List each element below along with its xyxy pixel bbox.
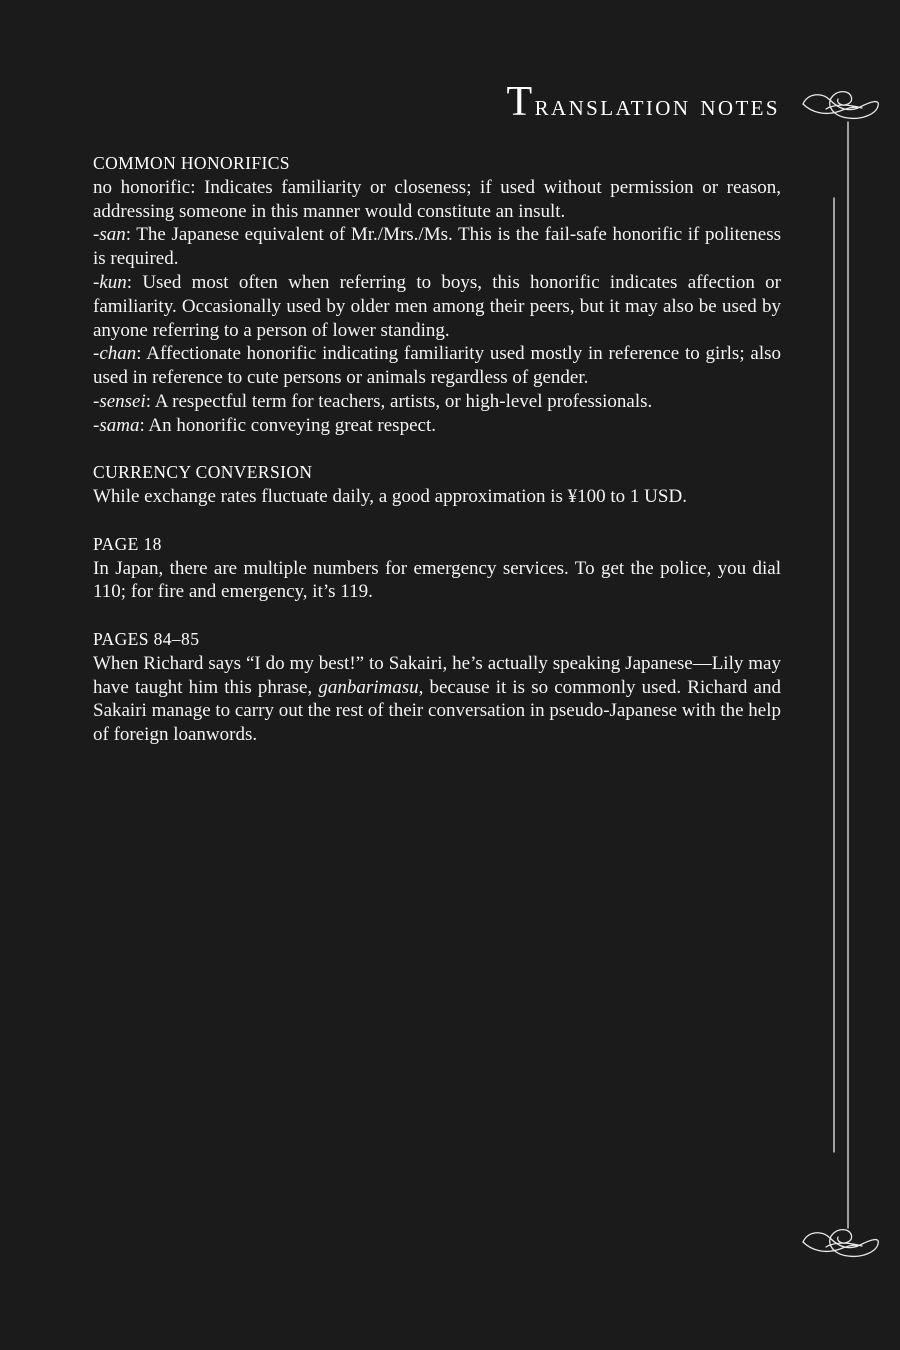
japanese-term: ganbarimasu: [318, 676, 419, 698]
section-body: In Japan, there are multiple numbers for emergency services. To get the police, you dial 110; for fire and emergency, it’s 119.: [93, 557, 781, 603]
honorific-definition: : Used most often when referring to boys, this honorific indicates affection or familiarity. Occasionally used by older men among their peers, but it may also be used by anyone referring to a person of lower standing.: [93, 271, 781, 341]
body-text-start: When Richard says “I do my best!” to Sakairi, he’s actually speaking Japanese—Lily may have taught him this phrase,: [93, 652, 781, 698]
honorific-term: -kun: [93, 271, 127, 293]
honorific-entry-kun: [93, 271, 781, 342]
honorific-definition: : The Japanese equivalent of Mr./Mrs./Ms. This is the fail-safe honorific if politeness is required.: [93, 224, 781, 270]
page-title: [360, 78, 780, 126]
honorific-term: -san: [93, 224, 126, 246]
honorific-entry-sama: [93, 414, 781, 438]
section-heading: COMMON HONORIFICS: [93, 153, 290, 173]
honorific-definition: : A respectful term for teachers, artists, or high-level professionals.: [145, 390, 653, 412]
honorific-definition: : An honorific conveying great respect.: [139, 414, 436, 436]
top-flourish: [803, 92, 878, 119]
title-initial-cap: T: [506, 79, 535, 125]
honorific-definition: : Affectionate honorific indicating familiarity used mostly in reference to girls; also used in reference to cute persons or animals regardless of gender.: [93, 343, 781, 389]
bottom-flourish: [803, 1230, 878, 1257]
honorific-term: -chan: [93, 343, 137, 365]
body-text-end: , because it is so commonly used. Richard and Sakairi manage to carry out the rest of their conversation in pseudo-Japanese with the help of foreign loanwords.: [93, 676, 781, 746]
honorific-entry-san: [93, 223, 781, 271]
honorific-entry-chan: [93, 342, 781, 390]
section-honorifics: [93, 152, 781, 438]
title-rest: ranslation notes: [534, 89, 780, 122]
honorific-term: no honorific: [93, 176, 191, 198]
honorific-term: -sama: [93, 414, 140, 436]
honorific-entry-none: [93, 176, 781, 224]
notes-content: [93, 152, 781, 771]
section-pages-84-85: [93, 628, 781, 747]
section-body: [93, 652, 781, 747]
section-body: While exchange rates fluctuate daily, a good approximation is ¥100 to 1 USD.: [93, 486, 687, 508]
section-currency: [93, 461, 781, 509]
section-heading: CURRENCY CONVERSION: [93, 462, 313, 483]
section-page-18: [93, 533, 781, 604]
section-heading: PAGES 84–85: [93, 628, 200, 649]
section-heading: PAGE 18: [93, 533, 162, 554]
honorific-entry-sensei: [93, 390, 781, 414]
honorific-term: -sensei: [93, 390, 146, 412]
honorific-definition: : Indicates familiarity or closeness; if used without permission or reason, addressing someone in this manner would constitute an insult.: [93, 176, 781, 222]
